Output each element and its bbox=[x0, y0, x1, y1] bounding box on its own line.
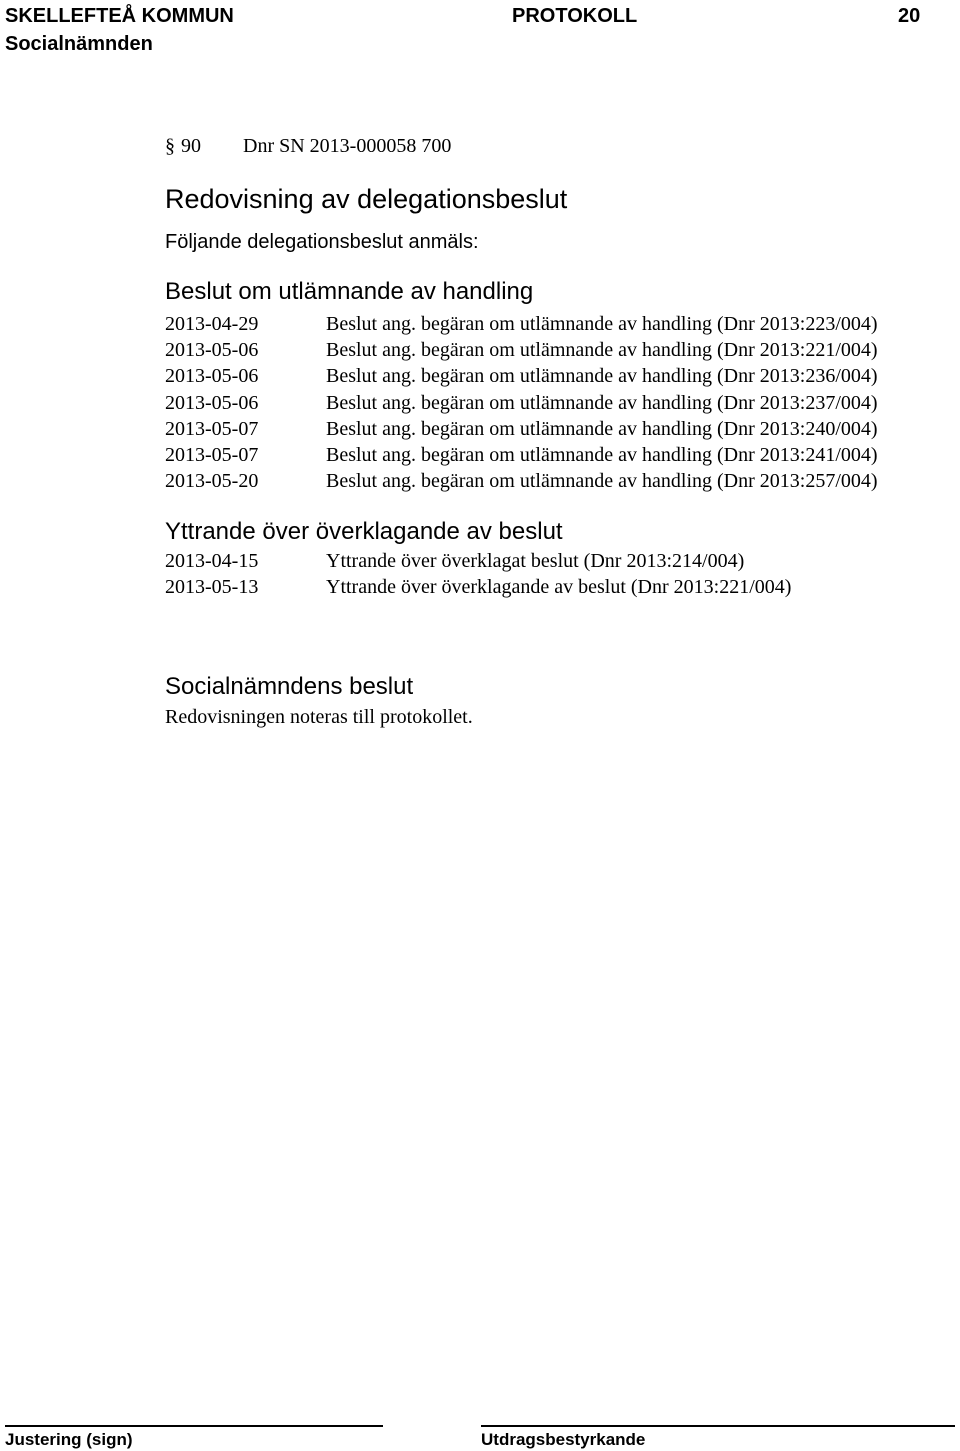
list-item bbox=[165, 337, 878, 363]
decision-date: 2013-05-07 bbox=[165, 417, 259, 440]
statement-date: 2013-04-15 bbox=[165, 550, 259, 572]
paragraph-number: 90 bbox=[181, 135, 201, 157]
statement-text: Yttrande över överklagat beslut (Dnr 2013:214/004) bbox=[326, 550, 745, 572]
list-item bbox=[165, 442, 878, 468]
footer-justification-label: Justering (sign) bbox=[5, 1430, 133, 1449]
section-heading-disclosure: Beslut om utlämnande av handling bbox=[165, 278, 534, 305]
section-heading-board-decision: Socialnämndens beslut bbox=[165, 673, 414, 700]
statement-text: Yttrande över överklagande av beslut (Dnr 2013:221/004) bbox=[326, 576, 792, 599]
decision-text: Beslut ang. begäran om utlämnande av handling (Dnr 2013:257/004) bbox=[326, 470, 878, 493]
department-name: Socialnämnden bbox=[5, 33, 153, 55]
organization-name: SKELLEFTEÅ KOMMUN bbox=[5, 5, 234, 27]
list-item bbox=[165, 548, 791, 574]
board-decision-text: Redovisningen noteras till protokollet. bbox=[165, 706, 473, 728]
appeal-statement-list bbox=[165, 548, 791, 600]
page-number: 20 bbox=[898, 5, 921, 27]
document-type: PROTOKOLL bbox=[512, 5, 638, 27]
signature-line-right bbox=[481, 1425, 955, 1427]
section-heading-appeal: Yttrande över överklagande av beslut bbox=[165, 518, 563, 545]
list-item bbox=[165, 363, 878, 389]
decision-date: 2013-05-20 bbox=[165, 470, 259, 493]
footer-certification-label: Utdragsbestyrkande bbox=[481, 1430, 646, 1449]
decision-text: Beslut ang. begäran om utlämnande av handling (Dnr 2013:236/004) bbox=[326, 365, 878, 388]
decision-text: Beslut ang. begäran om utlämnande av handling (Dnr 2013:221/004) bbox=[326, 339, 878, 362]
decision-date: 2013-05-07 bbox=[165, 444, 259, 467]
paragraph-symbol: § bbox=[165, 135, 175, 157]
list-item bbox=[165, 390, 878, 416]
decision-text: Beslut ang. begäran om utlämnande av handling (Dnr 2013:240/004) bbox=[326, 417, 878, 440]
list-item bbox=[165, 468, 878, 494]
page-title: Redovisning av delegationsbeslut bbox=[165, 184, 568, 214]
intro-text: Följande delegationsbeslut anmäls: bbox=[165, 231, 479, 253]
decision-text: Beslut ang. begäran om utlämnande av handling (Dnr 2013:223/004) bbox=[326, 313, 878, 335]
decision-date: 2013-05-06 bbox=[165, 391, 259, 414]
decision-date: 2013-05-06 bbox=[165, 339, 259, 362]
signature-line-left bbox=[5, 1425, 383, 1427]
decision-date: 2013-04-29 bbox=[165, 313, 259, 335]
paragraph-dnr: Dnr SN 2013-000058 700 bbox=[243, 135, 452, 157]
list-item bbox=[165, 311, 878, 337]
paragraph-header bbox=[165, 134, 451, 158]
list-item bbox=[165, 416, 878, 442]
disclosure-decision-list bbox=[165, 311, 878, 494]
decision-date: 2013-05-06 bbox=[165, 365, 259, 388]
list-item bbox=[165, 574, 791, 600]
decision-text: Beslut ang. begäran om utlämnande av handling (Dnr 2013:241/004) bbox=[326, 444, 878, 467]
statement-date: 2013-05-13 bbox=[165, 576, 259, 599]
decision-text: Beslut ang. begäran om utlämnande av handling (Dnr 2013:237/004) bbox=[326, 391, 878, 414]
